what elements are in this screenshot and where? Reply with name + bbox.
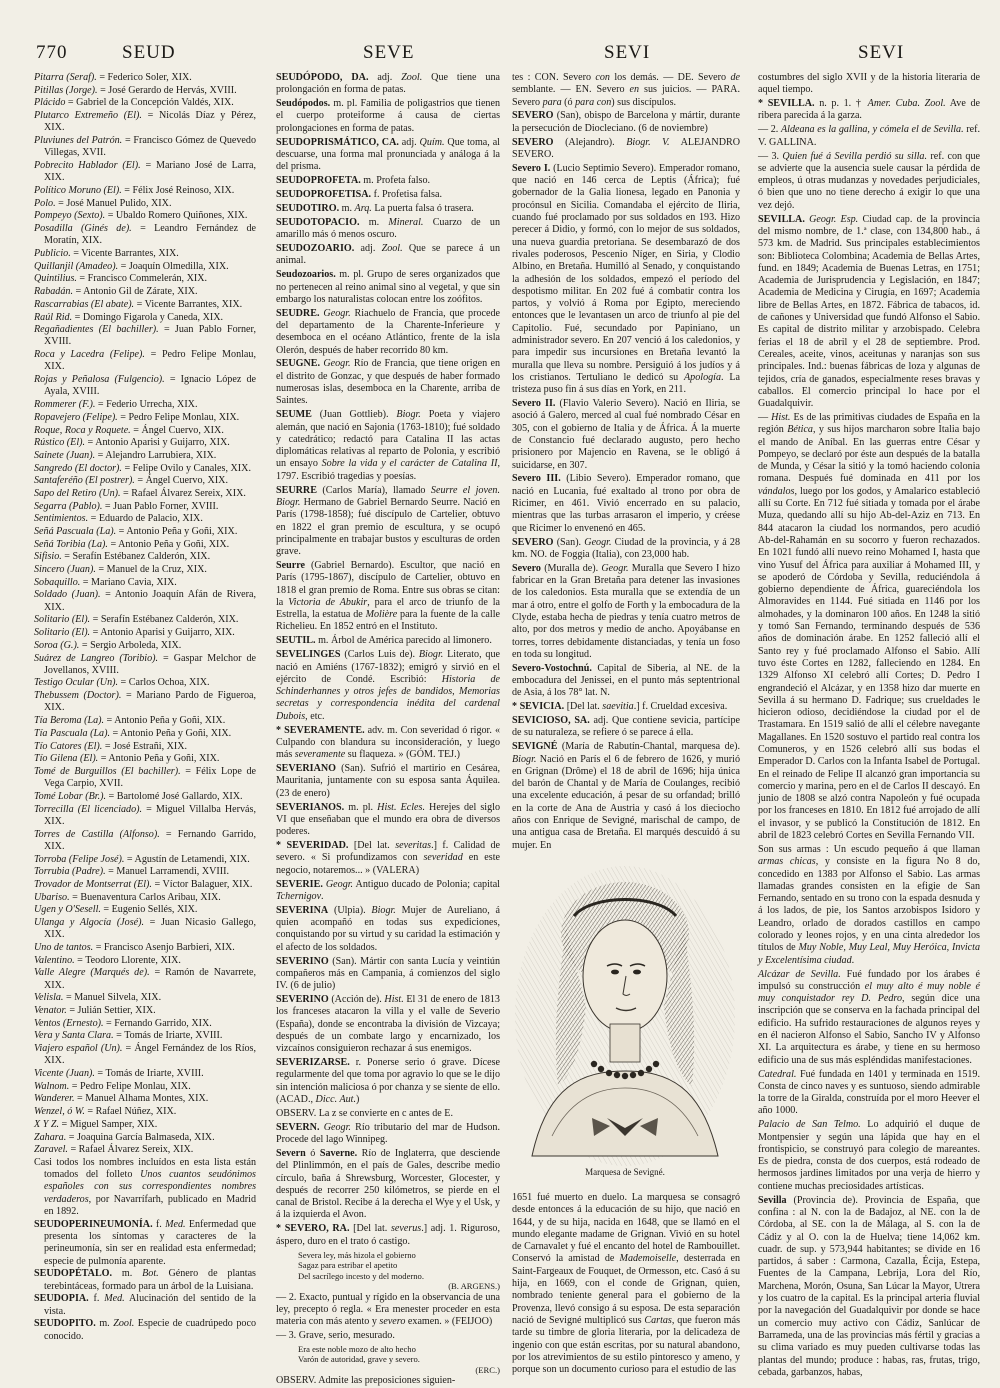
dictionary-entry: Torroba (Felipe José). = Agustín de Letamendi, XIX. xyxy=(34,853,250,865)
dictionary-entry: X Y Z. = Miguel Samper, XIX. xyxy=(34,1118,158,1130)
dictionary-entry: Posadilla (Ginés de). = Leandro Fernández de Moratín, XIX. xyxy=(34,223,256,247)
dictionary-entry: SEVERIANOS. m. pl. Hist. Ecles. Herejes del siglo VI que enseñaban que el mundo era obra de diversos poderes. xyxy=(276,801,500,838)
dictionary-entry: Pluviunes del Patrón. = Francisco Gómez de Quevedo Villegas, XVII. xyxy=(34,135,256,159)
dictionary-entry: Severo I. (Lucio Septimio Severo). Emperador romano, que nació en 146 cerca de Leptis (África); fué gobernador de la Galia lionesa, legado en Panonia y procónsul en Sicilia. Comandaba el ejército de Iliria, cuando fué proclamado por sus soldados en 193. Hizo perecer á Didio, y formó, con lo mejor de sus soldados, una nueva guardia pretoriana. Se desembarazó de dos rivales poderosos, Pescenio Níger, en Siria, y Clodio Albino, en Bretaña. Humilló al Senado, y conquistando la adhesión de los soldados, empezó el período del despotismo militar. En 202 fué á combatir contra los partos, y volvió á Roma por Egipto, mereciendo entonces que le levantasen un arco de triunfo al pie del Capitolio. Fué, secundado por Papiniano, un administrador severo. En 207 venció á los caledonios, y para impedir sus incursiones en Bretaña levantó la muralla que lleva su nombre. Persiguió á los judíos y á los cristianos. Tertuliano le dedicó su Apología. La tristeza puso fin á sus días en York, en 211. xyxy=(512,162,740,396)
dictionary-entry: Ropavejero (Felipe). = Pedro Felipe Monlau, XIX. xyxy=(34,411,240,423)
dictionary-entry: Catedral. Fué fundada en 1401 y terminada en 1519. Consta de cinco naves y es suntuoso, siendo admirable la torre de la Giralda, construída por el moro Heever el año 1000. xyxy=(758,1068,980,1117)
dictionary-entry: Suárez de Langreo (Toribio). = Gaspar Melchor de Jovellanos, XVIII. xyxy=(34,652,256,676)
dictionary-entry: — 3. Quien fué á Sevilla perdió su silla. ref. con que se advierte que la ausencia suele causar la pérdida de empleos, ú otras mudanzas y novedades perjudiciales, ó bien que uno no tiene derecho á exigir lo que una vez dejó. xyxy=(758,150,980,211)
dictionary-entry: SEUDOPROFETA. m. Profeta falso. xyxy=(276,175,431,187)
dictionary-entry: — 2. Aldeana es la gallina, y cómela el de Sevilla. ref. V. GALLINA. xyxy=(758,124,981,148)
dictionary-entry: Vicente (Juan). = Tomás de Iriarte, XVIII. xyxy=(34,1068,204,1080)
dictionary-entry: Tomé Lobar (Br.). = Bartolomé José Gallardo, XIX. xyxy=(34,790,243,802)
dictionary-entry: Segarra (Pablo). = Juan Pablo Forner, XVIII. xyxy=(34,500,219,512)
dictionary-entry: SEUDOTIRO. m. Arq. La puerta falsa ó trasera. xyxy=(276,202,474,214)
dictionary-entry: Ubariso. = Buenaventura Carlos Aribau, XIX. xyxy=(34,891,221,903)
dictionary-entry: Son sus armas : Un escudo pequeño á que llaman armas chicas, y consiste en la figura No 8 do, concedido en 1383 por Alfonso el Sabio. Las armas llamadas grandes consisten en la efigie de San Fernando, sentado en su trono con la espada desnuda y á los lados, de pie, los Santos arzobispos Isidoro y Leandro, orlado de dorados castillos en campo colorado y leones rojos, y en una cinta alrededor los títulos de Muy Noble, Muy Leal, Muy Heróica, Invicta y Excelentísima ciudad. xyxy=(758,843,980,966)
page-header xyxy=(36,42,966,72)
dictionary-entry: Roca y Lacedra (Felipe). = Pedro Felipe Monlau, XIX. xyxy=(34,349,256,373)
verse-source: (B. ARGENS.) xyxy=(448,1281,500,1292)
dictionary-entry: Quillanjil (Amadeo). = Joaquín Olmedilla, XIX. xyxy=(34,260,229,272)
dictionary-entry: Torrecilla (El licenciado). = Miguel Villalba Hervás, XIX. xyxy=(34,803,256,827)
dictionary-entry: Sapo del Retiro (Un). = Rafael Álvarez Sereix, XIX. xyxy=(34,487,246,499)
column-2 xyxy=(276,72,501,1387)
dictionary-entry: Valentino. = Teodoro Llorente, XIX. xyxy=(34,954,181,966)
portrait-illustration xyxy=(512,856,738,1188)
dictionary-entry: Sentimientos. = Eduardo de Palacio, XIX. xyxy=(34,513,203,525)
dictionary-entry: Solitario (El). = Antonio Aparisi y Guijarro, XIX. xyxy=(34,627,235,639)
guide-word-2: SEVE xyxy=(363,42,415,63)
verse-source: (ERC.) xyxy=(475,1364,500,1375)
dictionary-entry: Seudópodos. m. pl. Familia de poligastrios que tienen el cuerpo proteiforme á causa de ciertas prolongaciones en forma de patas. xyxy=(276,98,500,134)
dictionary-entry: Casi todos los nombres incluídos en esta lista están tomados del folleto Unos cuantos seudónimos españoles con sus correspondientes nombres verdaderos, por Navarrífarh, publicado en Madrid en 1892. xyxy=(34,1156,256,1218)
dictionary-entry: * SEVERIDAD. [Del lat. severitas.] f. Calidad de severo. « Si profundizamos con severidad en este negocio, notaremos... » (VALERA) xyxy=(276,840,500,876)
dictionary-entry: Alcázar de Sevilla. Fué fundado por los árabes é impulsó su construcción el muy alto é muy noble é muy conquistador rey D. Pedro, según dice una inscripción que se conserva en la fachada principal del edificio. Ha sufrido restauraciones de algunos reyes y en él nacieron Alfonso el Sabio, Sancho IV y Alfonso XI. La arquitectura es árabe, y tiene en su hermoso edificio una de sus más espléndidas manifestaciones. xyxy=(758,968,980,1066)
dictionary-entry: Político Moruno (El). = Félix José Reinoso, XIX. xyxy=(34,185,235,197)
dictionary-entry: Torres de Castilla (Alfonso). = Fernando Garrido, XIX. xyxy=(34,828,256,852)
dictionary-entry: — Hist. Es de las primitivas ciudades de España en la región Bética, y sus hijos marcharon sobre Italia bajo el mando de Aníbal. En las guerras entre César y Pompeyo, se declaró por éste aun después de la batalla de Munda, y César la sitió y la tomó haciendo colonia romana. Después fué dominada en 411 por los vándalos, luego por los godos, y Amalarico estableció allí su Corte. En 712 fué sitiada y tomada por el árabe Muza, quedando allí su hijo Ab-del-Aziz en 713. En 844 atacaron la ciudad los normandos, pero acudió Ab-del-Rahamán en su socorro y fueron rechazados. En 1021 fundó allí nuevo reino Mohamed I, hasta que vino Yusuf del África para auxiliar á Mohamed III, y se apoderó de Córdoba y Sevilla, reduciéndola á gobierno dependiente de África, guareciéndola los Almoravides en 1144. Fué sitiada en 1146 por los almohades, y la dominaron 100 años. En 1248 la sitió y tomó San Fernando, terminando después de 536 años de dominación árabe. En 1252 falleció allí el Santo rey y fué proclamado Alfonso el Sabio. Allí tuvo éste Cortes en 1282, falleciendo en 1284. En 1329 Alfonso XI celebró allí Cortes; D. Pedro I engrandeció el Alcázar, y en 1358 hizo dar muerte en Sevilla á su hermano D. Fadrique; sus crueldades le hicieron odioso, decidiéndose la ciudad por el de Trastamara. En 1519 salió de allí el célebre navegante Magallanes. En 1520 sostuvo el partido real contra los Comuneros, y en 1526 celebró allí sus bodas el Emperador D. Carlos con la Infanta Isabel de Portugal. En el reinado de Felipe II alcanzó gran importancia su comercio y marina, pero en el de Carlos II descayó. En junio de 1808 se alzó contra Napoleón y fué ocupada por los franceses en 1810. En 1812 fué arrojado de allí el invasor, y se publicó la Constitución de 1812. En abril de 1823 celebró Cortes en Sevilla Fernando VII. xyxy=(758,411,980,842)
dictionary-entry: Plácido = Gabriel de la Concepción Valdés, XIX. xyxy=(34,97,234,109)
dictionary-entry: Wenzel, ó W. = Rafael Núñez, XIX. xyxy=(34,1106,177,1118)
dictionary-entry: Testigo Ocular (Un). = Carlos Ochoa, XIX. xyxy=(34,677,210,689)
dictionary-entry: SEUDOPITO. m. Zool. Especie de cuadrúpedo poco conocido. xyxy=(34,1318,257,1342)
dictionary-entry: SEVERINA (Ulpia). Biogr. Mujer de Aureliano, á quien acompañó en todas sus expediciones, conquistando por su virtud y su caridad la estimación y el afecto de los soldados. xyxy=(276,904,500,953)
dictionary-entry: Zaravel. = Rafael Álvarez Sereix, XIX. xyxy=(34,1144,194,1156)
dictionary-entry: Torrubia (Padre). = Manuel Larramendi, XVIII. xyxy=(34,866,230,878)
verse-line: Sagaz para estribar el apetito xyxy=(298,1260,398,1271)
dictionary-entry: SEUDOZOARIO. adj. Zool. Que se parece á un animal. xyxy=(276,243,500,267)
verse-line: Severa ley, más hizola el gobierno xyxy=(298,1249,416,1260)
column-3 xyxy=(512,72,741,1376)
dictionary-entry: tes : CON. Severo con los demás. — DE. Severo de semblante. — EN. Severo en sus juicios. — PARA. Severo para (ó para con) sus discípulos. xyxy=(512,72,740,108)
dictionary-entry: Venator. = Julián Settier, XIX. xyxy=(34,1005,156,1017)
dictionary-entry: Severo III. (Libio Severo). Emperador romano, que nació en Lucania, fué exaltado al trono por obra de Ricimer, en 461. Vivió encerrado en su palacio, mientras que las turbas arrasaron el imperio, y créese que Ricimer lo envenenó en 465. xyxy=(512,473,741,534)
dictionary-entry: Sincero (Juan). = Manuel de la Cruz, XIX. xyxy=(34,564,207,576)
dictionary-entry: Severo-Vostochnú. Capital de Siberia, al NE. de la embocadura del Jenissei, en el punto más septentrional de Asia, á los 78° lat. N. xyxy=(512,662,740,699)
dictionary-entry: SEUDOPERINEUMONÍA. f. Med. Enfermedad que presenta los síntomas y caracteres de la perineumonía, sin ser en realidad esta enfermedad; especie de pulmonía aparente. xyxy=(34,1218,256,1267)
dictionary-entry: SEUDOPRISMÁTICO, CA. adj. Quím. Que toma, al descuarse, una forma mal pronunciada y análoga á la del prisma. xyxy=(276,136,500,173)
verse-line: Varón de autoridad, grave y severo. xyxy=(298,1354,420,1365)
dictionary-entry: Rommerer (F.). = Federio Urrecha, XIX. xyxy=(34,399,198,411)
dictionary-entry: — 3. Grave, serio, mesurado. xyxy=(276,1330,395,1342)
page-number: 770 xyxy=(36,42,68,63)
dictionary-entry: Santaferéño (El postrer). = Ángel Cuervo, XIX. xyxy=(34,475,228,487)
dictionary-entry: Roque, Roca y Roquete. = Ángel Cuervo, XIX. xyxy=(34,424,224,436)
dictionary-entry: SEVERIZARSE. r. Ponerse serio ó grave. Dícese regularmente del que toma por agravio lo que se le dijo sin intención maliciosa ó por chanza y se siente de ello. (ACAD., Dicc. Aut.) xyxy=(276,1057,500,1105)
dictionary-entry: Seudozoarios. m. pl. Grupo de seres organizados que no pertenecen al reino animal sino al vegetal, y que sin embargo los naturalistas colocan entre los zoófitos. xyxy=(276,269,500,305)
dictionary-entry: Pompeyo (Sexto). = Ubaldo Romero Quiñones, XIX. xyxy=(34,210,248,222)
dictionary-entry: Palacio de San Telmo. Lo adquirió el duque de Montpensier y según una lápida que hay en el frontispicio, se construyó para colegio de mareantes. Es de piedra, consta de dos cuerpos, está rodeado de hermosos jardines limitados por una verja de hierro y contiene muchas preciosidades artísticas. xyxy=(758,1119,980,1192)
dictionary-entry: OBSERV. Admite las preposiciones siguien- xyxy=(276,1375,456,1387)
dictionary-entry: SEVERO (San), obispo de Barcelona y mártir, durante la persecución de Diocleciano. (6 de noviembre) xyxy=(512,110,740,134)
dictionary-entry: Vera y Santa Clara. = Tomás de Iriarte, XVIII. xyxy=(34,1030,223,1042)
dictionary-entry: Quintilius. = Francisco Commelerán, XIX. xyxy=(34,273,208,285)
dictionary-entry: Severn ó Saverne. Río de Inglaterra, que desciende del Plinlimmón, en el país de Gales, describe medio círculo, baña á Shrewsburg, Worcester, Glocester, y después de recorrer 250 kilómetros, se pierde en el canal de Bristol. Recibe á la derecha el Wye y el Usk, y á la izquierda el Avon. xyxy=(276,1147,500,1221)
dictionary-entry: Pobrecito Hablador (El). = Mariano José de Larra, XIX. xyxy=(34,160,256,184)
dictionary-entry: Soldado (Juan). = Antonio Joaquín Afán de Rivera, XIX. xyxy=(34,589,257,613)
dictionary-entry: Tío Gilena (El). = Antonio Peña y Goñi, XIX. xyxy=(34,753,220,765)
dictionary-entry: Regañadientes (El bachiller). = Juan Pablo Forner, XVIII. xyxy=(34,324,256,348)
dictionary-entry: Severo II. (Flavio Valerio Severo). Nació en Iliria, se asoció á Galero, merced al cual fué nombrado César en 305, con el gobierno de Italia y de África. Á la muerte de Constancio fué declarado augusto, pero hecho prisionero por Majencio en Ravena, se le obligó á suicidarse, en 307. xyxy=(512,398,740,471)
verse-line: Del sacrílego incesto y del moderno. xyxy=(298,1270,425,1281)
dictionary-entry: Velisla. = Manuel Silvela, XIX. xyxy=(34,992,162,1004)
dictionary-entry: SEUDOPÉTALO. m. Bot. Género de plantas terebintáceas, formado para un árbol de la Luisiana. xyxy=(34,1268,256,1292)
dictionary-entry: SEVERINO (San). Mártir con santa Lucía y veintiún compañeros más en Campania, á comienzos del siglo IV. (6 de julio) xyxy=(276,955,500,992)
dictionary-entry: Sangredo (El doctor). = Felipe Ovilo y Canales, XIX. xyxy=(34,462,251,474)
dictionary-entry: Ventos (Ernesto). = Fernando Garrido, XIX. xyxy=(34,1017,212,1029)
dictionary-entry: Severo (Muralla de). Geogr. Muralla que Severo I hizo fabricar en la Gran Bretaña para detener las invasiones de los caledonios. Esta muralla que se extendía de un mar á otro, entre el golfo de Forth y la embocadura de la Clyde, estaba hecha de piedras y tenía cuatro metros de alto, por dos metros y medio de ancho. Apoyábanse en torres, torres debidamente distanciadas, y tenía un foso en toda su longitud. xyxy=(512,562,740,660)
dictionary-entry: SEUDÓPODO, DA. adj. Zool. Que tiene una prolongación en forma de patas. xyxy=(276,72,500,96)
column-1 xyxy=(34,72,256,1350)
dictionary-entry: SEVERINO (Acción de). Hist. El 31 de enero de 1813 los franceses atacaron la villa y el valle de Severio (España), donde se encontraba la división de Vizcaya; después de un combate largo y encarnizado, los vizcaínos consiguieron rechazar á sus enemigos. xyxy=(276,994,500,1055)
portrait-engraving xyxy=(512,856,738,1168)
dictionary-entry: SEUTIL. m. Árbol de América parecido al limonero. xyxy=(276,635,492,647)
column-4 xyxy=(758,72,981,1378)
dictionary-entry: Tía Beroma (La). = Antonio Peña y Goñi, XIX. xyxy=(34,715,226,727)
dictionary-entry: SEUME (Juan Gottlieb). Biogr. Poeta y viajero alemán, que nació en Sajonia (1763-1810); fué soldado y catedrático; redactó para Catalina II las actas diplomáticas relativas al reparto de Polonia, y escribió un ensayo Sobre la vida y el carácter de Catalina II, 1797. Escribió tragedias y poesías. xyxy=(276,409,500,482)
dictionary-entry: Soroa (G.). = Sergio Arboleda, XIX. xyxy=(34,639,182,651)
dictionary-entry: SEUDOPROFETISA. f. Profetisa falsa. xyxy=(276,189,442,201)
dictionary-entry: Thebussem (Doctor). = Mariano Pardo de Figueroa, XIX. xyxy=(34,690,256,714)
dictionary-entry: SEUDRE. Geogr. Riachuelo de Francia, que procede del departamento de la Charente-Inferieure y desemboca en el océano Atlántico, frente de la isla Olerón, después de haber recorrido 80 km. xyxy=(276,307,501,356)
dictionary-entry: Raúl Rid. = Domingo Figarola y Caneda, XIX. xyxy=(34,311,224,323)
dictionary-entry: Zahara. = Joaquina García Balmaseda, XIX. xyxy=(34,1131,215,1143)
dictionary-entry: Valle Alegre (Marqués de). = Ramón de Navarrete, XIX. xyxy=(34,967,257,991)
dictionary-entry: SEVELINGES (Carlos Luis de). Biogr. Literato, que nació en Amiéns (1767-1832); emigró y sirvió en el ejército de Condé. Escribió: Historia de Schinderhannes y otros jefes de bandidos, Memorias secretas y correspondencia inédita del cardenal Dubois, etc. xyxy=(276,649,501,722)
guide-word-4: SEVI xyxy=(858,42,905,63)
dictionary-entry: * SEVICIA. [Del lat. saevitia.] f. Crueldad excesiva. xyxy=(512,701,728,713)
dictionary-entry: Walnom. = Pedro Felipe Monlau, XIX. xyxy=(34,1080,191,1092)
dictionary-entry: — 2. Exacto, puntual y rígido en la observancia de una ley, precepto ó regla. « Era menester proceder en esta materia con más atento y severo examen. » (FEIJOO) xyxy=(276,1291,500,1328)
dictionary-entry: SEURRE (Carlos María), llamado Seurre el joven. Biogr. Hermano de Gabriel Bernardo Seurre. Nació en París (1798-1858); fué discípulo de Cartelier, obtuvo en 1822 el gran premio de escultura, y se ocupó principalmente en trabajar bustos y esculturas de orden grave. xyxy=(276,484,500,558)
dictionary-entry: * SEVILLA. n. p. 1. † Amer. Cuba. Zool. Ave de ribera parecida á la garza. xyxy=(758,98,981,122)
dictionary-entry: Rabadán. = Antonio Gil de Zárate, XIX. xyxy=(34,286,198,298)
verse-quote-1 xyxy=(276,1250,500,1292)
dictionary-entry: SEVERO (Alejandro). Biogr. V. ALEJANDRO SEVERO. xyxy=(512,136,741,160)
dictionary-entry: Ulanga y Algocía (José). = Juan Nicasio Gallego, XIX. xyxy=(34,916,256,941)
dictionary-entry: costumbres del siglo XVII y de la historia literaria de aquel tiempo. xyxy=(758,72,980,96)
dictionary-entry: Plutarco Extremeño (El). = Nicolás Díaz y Pérez, XIX. xyxy=(34,110,256,134)
dictionary-entry: Pitillas (Jorge). = José Gerardo de Hervás, XVIII. xyxy=(34,84,237,96)
dictionary-entry: Sobaquillo. = Mariano Cavia, XIX. xyxy=(34,576,177,588)
dictionary-entry: SEUDOTOPACIO. m. Mineral. Cuarzo de un amarillo más ó menos oscuro. xyxy=(276,216,500,241)
dictionary-entry: SEVILLA. Geogr. Esp. Ciudad cap. de la provincia del mismo nombre, de 1.ª clase, con 134,800 hab., á 573 km. de Madrid. Sus principales establecimientos son: Biblioteca Colombina; Academia de Bellas Artes, fund. en 1849; Academia de Buenas Letras, en 1751; Academia de Jurisprudencia y Legislación, en 1847; Academia de Medicina y Cirugía, en 1697; Academia libre de Bellas Artes, en 1872. Fábrica de tabacos, id. de cañones y Universidad que fundó Alfonso el Sabio. Es capital de distrito militar y arzobispado. Celebra ferias el 18 de abril y el 28 de septiembre. Prod. Cereales, aceite, vinos, aceitunas y naranjas son sus principales. Ind.: buenas fábricas de loza y algunas de tejidos, cría de ganados, especialmente reses bravas y caballos. El comercio principal lo hace por el Guadalquivir. xyxy=(758,213,981,410)
dictionary-entry: Tía Pascuala (La). = Antonio Peña y Goñi, XIX. xyxy=(34,727,232,739)
dictionary-entry: Sifisio. = Serafín Estébanez Calderón, XIX. xyxy=(34,551,211,563)
dictionary-entry: Seurre (Gabriel Bernardo). Escultor, que nació en París (1795-1867), discípulo de Cartelier, obtuvo en 1818 el gran premio de Roma. Entre sus obras se citan: la Victoria de Abukir, para el arco de triunfo de la Estrella, la estatua de Molière para la fuente de la calle Richelieu. En 1852 entró en el Instituto. xyxy=(276,560,501,633)
guide-word-1: SEUD xyxy=(122,42,176,63)
dictionary-entry: SEVERO (San). Geogr. Ciudad de la provincia, y á 28 km. NO. de Foggia (Italia), con 23,000 hab. xyxy=(512,536,740,560)
guide-word-3: SEVI xyxy=(604,42,651,63)
dictionary-entry: Rojas y Peñalosa (Fulgencio). = Ignacio López de Ayala, XVIII. xyxy=(34,374,256,398)
dictionary-entry: Trovador de Montserrat (El). = Víctor Balaguer, XIX. xyxy=(34,878,253,890)
dictionary-entry: SEUDOPIA. f. Med. Alucinación del sentido de la vista. xyxy=(34,1293,256,1317)
dictionary-entry: Uno de tantos. = Francisco Asenjo Barbieri, XIX. xyxy=(34,941,235,953)
dictionary-entry: Polo. = José Manuel Pulido, XIX. xyxy=(34,197,172,209)
dictionary-entry: Ugen y O'Sesell. = Eugenio Sellés, XIX. xyxy=(34,904,198,916)
dictionary-entry: Rústico (El). = Antonio Aparisi y Guijarro, XIX. xyxy=(34,437,230,449)
dictionary-entry: SEVIGNÉ (María de Rabutín-Chantal, marquesa de). Biogr. Nació en París el 6 de febrero de 1626, y murió en Grignan (Drôme) el 18 de abril de 1696; hija única del barón de Chantal y de María de Coulanges, recibió una excelente educación, á pesar de su orfandad; brilló en la corte de Ana de Austria y casó á los dieciocho años con Enrique de Sevigné, marischal de campo, de una antigua casa de Bretaña. El marqués descuidó á su mujer. En xyxy=(512,741,740,851)
dictionary-entry: SEVERN. Geogr. Río tributario del mar de Hudson. Procede del lago Winnipeg. xyxy=(276,1121,501,1146)
dictionary-entry: Publicio. = Vicente Barrantes, XIX. xyxy=(34,248,179,260)
dictionary-entry: Solitario (El). = Serafín Estébanez Calderón, XIX. xyxy=(34,614,239,626)
dictionary-entry: Viajero español (Un). = Ángel Fernández de los Ríos, XIX. xyxy=(34,1043,256,1067)
dictionary-entry: Sevilla (Provincia de). Provincia de España, que confina : al N. con la de Badajoz, al NE. con la de Córdoba, al SE. con la de Málaga, al S. con la de Cádiz y al O. con la de Huelva; tiene 14,062 km. cuadr. de sup. y 573,944 habitantes; se divide en 16 partidos, á saber : Carmona, Cazalla, Écija, Estepa, Fuentes de la Campana, Lebrija, Lora del Río, Marchena, Morón, Osuna, San Lúcar la Mayor, Utrera y los cuatro de la capital. Es la principal arteria fluvial por la navegación del Guadalquivir por donde se hace un comercio muy activo con Cádiz, Sanlúcar de Barrameda, una de las provincias más fértil y gracias a su clima variado es muy pueden cultivarse todas las plantas del mundo; produce : habas, ras, frutas, trigo, cebada, garbanzos, habas, xyxy=(758,1194,980,1378)
dictionary-entry: 1651 fué muerto en duelo. La marquesa se consagró desde entonces á la educación de su hijo, que nació en 1644, y de su hija, nacida en 1648, que se llamó en el mundo elegante madame de Grignan. Vivió en su hotel de Carnavalet y fué el encanto del hotel de Rambouillet. Conservó la amistad de Mademoiselle, desterrada en Saint-Fargeaux de Fouquet, de Ormesson, etc. Casó á su hija, en 1669, con el conde de Grignan, quien, nombrado teniente general para el gobierno de la Provenza, llevó consigo á su esposa. De esta separación nació de Sevigné multiplicó sus Cartas, que fueron más tarde su timbre de gloria literaria, por la delicadeza de ingenio con que están escritas, por su natural abandono, por los atrevimientos de su estilo pintoresco y ameno, y porque son un documento curioso para el estudio de las xyxy=(512,1191,740,1376)
dictionary-entry: * SEVERAMENTE. adv. m. Con severidad ó rigor. « Culpando con blandura su inconsideración, y luego más severamente su flaqueza. » (GÓM. TEJ.) xyxy=(276,724,500,761)
portrait-caption: Marquesa de Sevigné. xyxy=(585,1166,665,1177)
verse-line: Era este noble mozo de alto hecho xyxy=(298,1343,416,1354)
dictionary-entry: Rascarrabias (El abate). = Vicente Barrantes, XIX. xyxy=(34,298,243,310)
dictionary-entry: SEVERIANO (San). Sufrió el martirio en Cesárea, Mauritania, juntamente con su esposa santa Áquilea. (23 de enero) xyxy=(276,763,500,799)
dictionary-entry: Wanderer. = Manuel Alhama Montes, XIX. xyxy=(34,1093,209,1105)
dictionary-entry: Pitarra (Seraf). = Federico Soler, XIX. xyxy=(34,72,192,83)
dictionary-entry: Sainete (Juan). = Alejandro Larrubiera, XIX. xyxy=(34,449,217,461)
dictionary-entry: * SEVERO, RA. [Del lat. severus.] adj. 1. Riguroso, áspero, duro en el trato ó castigo. xyxy=(276,1223,501,1247)
dictionary-entry: Señá Toribia (La). = Antonio Peña y Goñi, XIX. xyxy=(34,538,230,550)
dictionary-entry: SEVERIE. Geogr. Antiguo ducado de Polonia; capital Tchernigov. xyxy=(276,878,500,902)
dictionary-entry: Tomé de Burguillos (El bachiller). = Félix Lope de Vega Carpio, XVII. xyxy=(34,765,256,790)
dictionary-entry: Señá Pascuala (La). = Antonio Peña y Goñi, XIX. xyxy=(34,526,238,538)
dictionary-entry: Tío Catores (El). = José Estrañi, XIX. xyxy=(34,740,188,752)
dictionary-entry: SEVICIOSO, SA. adj. Que contiene sevicia, partícipe de su naturaleza, se refiere ó se parece á ella. xyxy=(512,715,740,739)
dictionary-entry: SEUGNE. Geogr. Río de Francia, que tiene origen en el distrito de Gonzac, y que después de haber formado numerosas islas, desemboca en la Charente, arriba de Saintes. xyxy=(276,358,500,407)
dictionary-entry: OBSERV. La z se convierte en c antes de E. xyxy=(276,1107,453,1119)
verse-quote-2 xyxy=(276,1344,500,1376)
